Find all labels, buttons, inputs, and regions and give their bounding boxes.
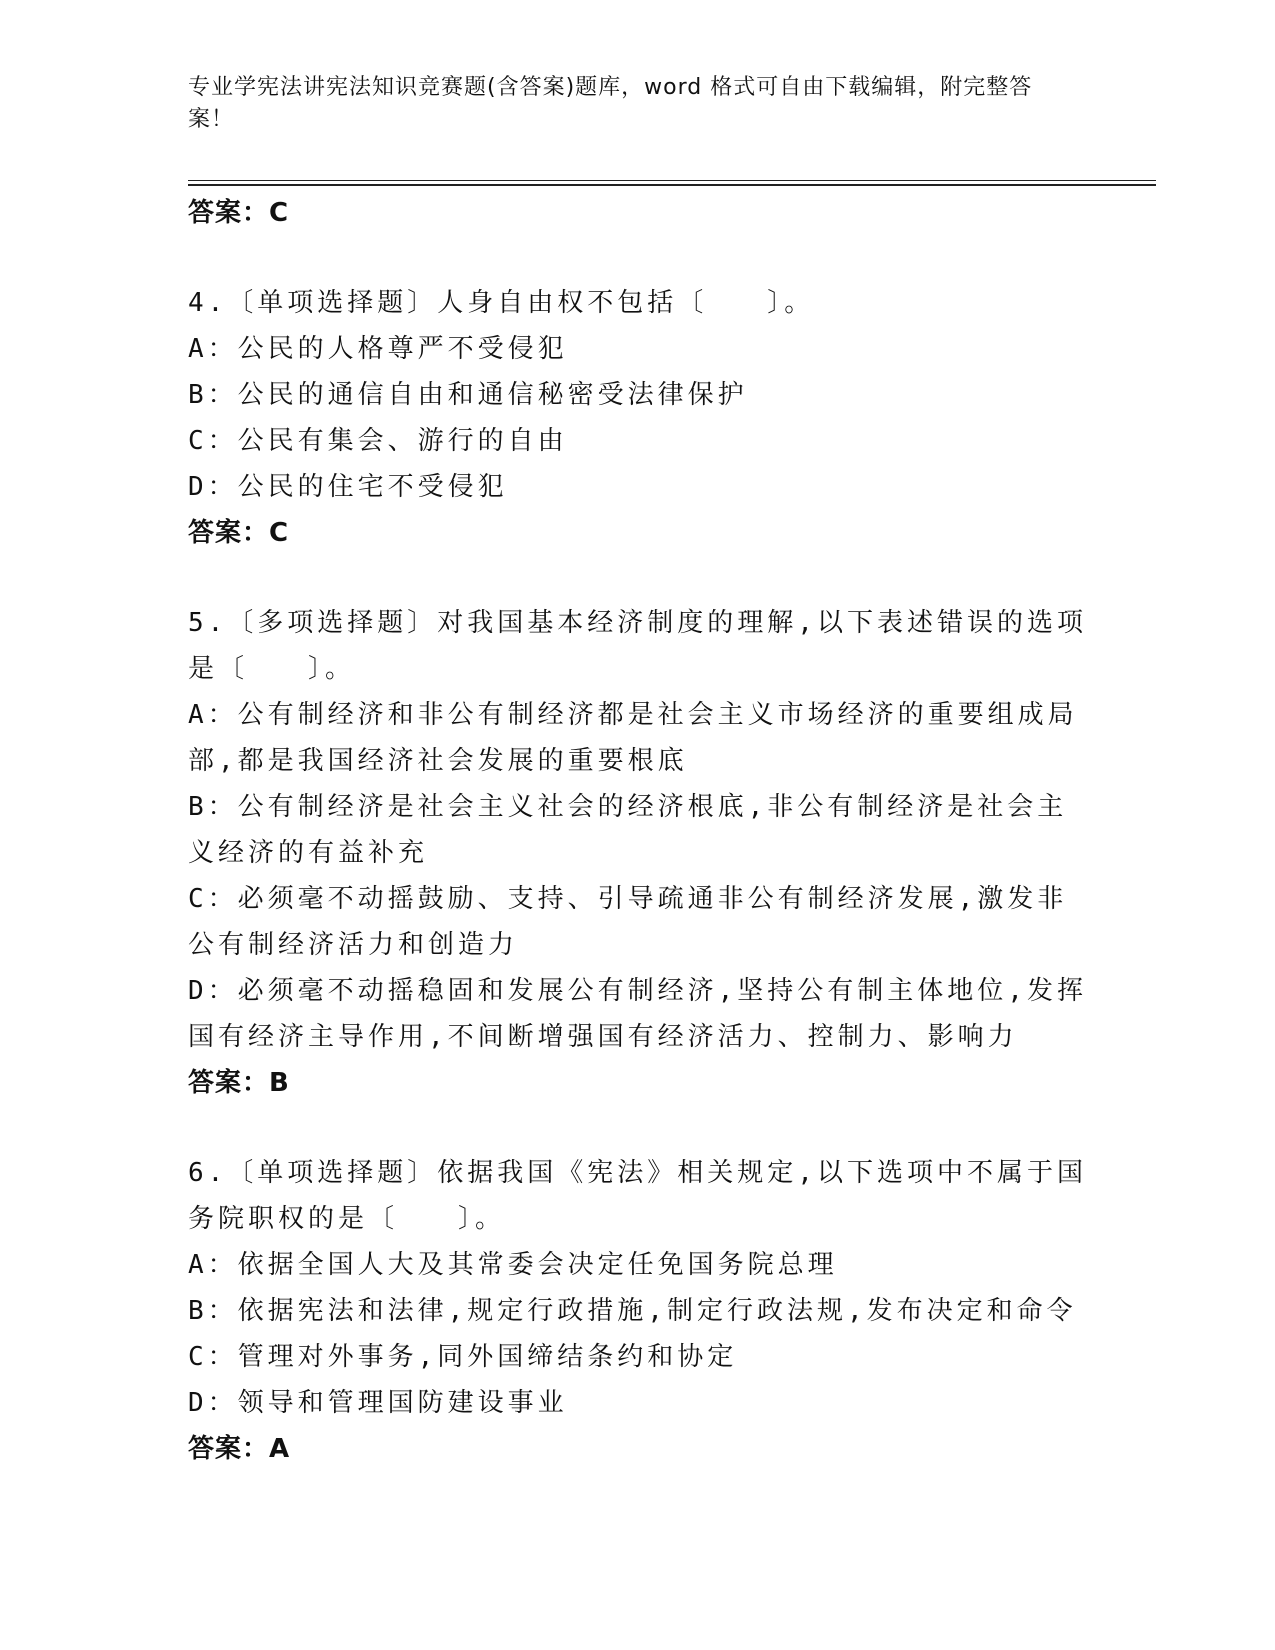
option-a: A：依据全国人大及其常委会决定任免国务院总理 [188, 1250, 838, 1280]
document-header: 专业学宪法讲宪法知识竞赛题(含答案)题库，word 格式可自由下载编辑，附完整答案！ [188, 75, 1033, 132]
header-divider-thick [188, 184, 1156, 186]
option-c: C：公民有集会、游行的自由 [188, 426, 568, 456]
option-c: C：必须毫不动摇鼓励、支持、引导疏通非公有制经济发展,激发非公有制经济活力和创造力 [188, 884, 1068, 960]
option-b: B：公有制经济是社会主义社会的经济根底,非公有制经济是社会主义经济的有益补充 [188, 792, 1068, 868]
option-d: D：必须毫不动摇稳固和发展公有制经济,坚持公有制主体地位,发挥国有经济主导作用,不间断增强国有经济活力、控制力、影响力 [188, 976, 1087, 1052]
option-d: D：公民的住宅不受侵犯 [188, 472, 508, 502]
question-6 [188, 1150, 1088, 1472]
question-5 [188, 600, 1088, 1106]
question-stem: 6.〔单项选择题〕依据我国《宪法》相关规定,以下选项中不属于国务院职权的是〔 〕。 [188, 1158, 1087, 1234]
option-d: D：领导和管理国防建设事业 [188, 1388, 568, 1418]
question-stem: 5.〔多项选择题〕对我国基本经济制度的理解,以下表述错误的选项是〔 〕。 [188, 608, 1087, 684]
answer-label: 答案：B [188, 1068, 290, 1098]
answer-label: 答案：C [188, 198, 290, 228]
option-b: B：公民的通信自由和通信秘密受法律保护 [188, 380, 748, 410]
header-divider [188, 180, 1156, 181]
answer-label: 答案：A [188, 1434, 291, 1464]
option-b: B：依据宪法和法律,规定行政措施,制定行政法规,发布决定和命令 [188, 1296, 1077, 1326]
question-list [188, 190, 1088, 1472]
answer-label: 答案：C [188, 518, 290, 548]
question-stem: 4.〔单项选择题〕人身自由权不包括〔 〕。 [188, 288, 815, 318]
option-a: A：公民的人格尊严不受侵犯 [188, 334, 568, 364]
option-c: C：管理对外事务,同外国缔结条约和协定 [188, 1342, 738, 1372]
question-4 [188, 280, 1088, 556]
option-a: A：公有制经济和非公有制经济都是社会主义市场经济的重要组成局部,都是我国经济社会发展的重要根底 [188, 700, 1078, 776]
